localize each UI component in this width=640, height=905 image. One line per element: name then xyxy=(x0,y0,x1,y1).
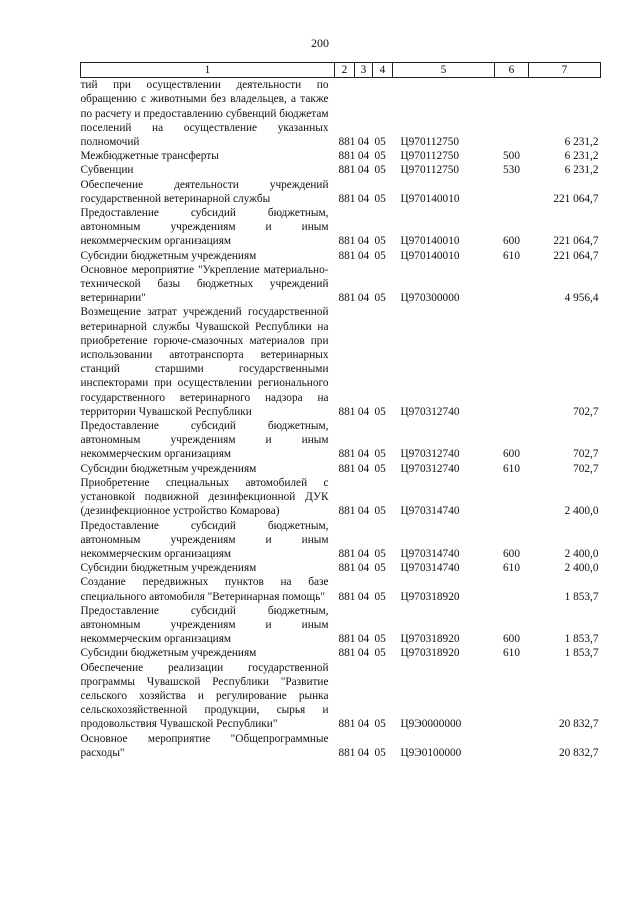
row-section-code: 04 xyxy=(357,590,370,603)
row-expense-type: 530 xyxy=(503,164,520,177)
row-expense-type: 600 xyxy=(503,448,520,461)
row-expense-type: 600 xyxy=(503,235,520,248)
row-target-article: Ц970314740 xyxy=(400,505,460,518)
row-description: Основное мероприятие "Укрепление материально-технической базы бюджетных учреждений ветеринарии" xyxy=(80,263,329,305)
row-target-article: Ц970300000 xyxy=(400,292,460,305)
row-target-article: Ц970140010 xyxy=(400,249,460,262)
row-grbs-code: 881 xyxy=(338,164,356,177)
row-amount: 702,7 xyxy=(573,405,599,418)
row-grbs-code: 881 xyxy=(338,150,356,163)
column-header-6: 6 xyxy=(495,63,529,78)
row-grbs-code: 881 xyxy=(338,292,356,305)
row-description: Основное мероприятие "Общепрограммные расходы" xyxy=(80,732,329,759)
row-description: Субсидии бюджетным учреждениям xyxy=(80,562,257,575)
row-subsection-code: 05 xyxy=(374,718,386,731)
row-description: Приобретение специальных автомобилей с установкой подвижной дезинфекционной ДУК (дезинфекционное устройство Комарова) xyxy=(80,476,329,518)
row-description: Предоставление субсидий бюджетным, автономным учреждениям и иным некоммерческим организациям xyxy=(80,420,329,461)
table-row xyxy=(81,732,601,760)
column-header-3: 3 xyxy=(355,63,373,78)
row-section-code: 04 xyxy=(357,562,370,575)
row-grbs-code: 881 xyxy=(338,633,356,646)
row-expense-type xyxy=(495,476,529,519)
table-row xyxy=(81,78,601,150)
row-amount: 6 231,2 xyxy=(564,150,599,163)
row-subsection-code: 05 xyxy=(374,249,386,262)
row-description: Предоставление субсидий бюджетным, автономным учреждениям и иным некоммерческим организациям xyxy=(80,604,329,646)
row-section-code: 04 xyxy=(357,448,370,461)
row-expense-type xyxy=(495,661,529,732)
column-header-4: 4 xyxy=(373,63,393,78)
row-target-article: Ц970112750 xyxy=(400,164,460,177)
row-expense-type: 610 xyxy=(503,462,520,475)
row-section-code: 04 xyxy=(357,405,370,418)
row-expense-type: 600 xyxy=(503,633,520,646)
row-expense-type: 500 xyxy=(503,150,520,163)
row-subsection-code: 05 xyxy=(374,164,386,177)
row-amount: 2 400,0 xyxy=(564,547,599,560)
row-description: Предоставление субсидий бюджетным, автономным учреждениям и иным некоммерческим организациям xyxy=(80,519,329,560)
row-expense-type: 610 xyxy=(503,249,520,262)
row-grbs-code: 881 xyxy=(338,590,356,603)
row-grbs-code: 881 xyxy=(338,235,356,248)
row-grbs-code: 881 xyxy=(338,547,356,560)
row-grbs-code: 881 xyxy=(338,448,356,461)
table-row xyxy=(81,263,601,306)
row-target-article: Ц970112750 xyxy=(400,136,460,149)
row-target-article: Ц970318920 xyxy=(400,633,460,646)
row-target-article: Ц970318920 xyxy=(400,590,460,603)
row-target-article: Ц9Э0000000 xyxy=(400,718,462,731)
table-row xyxy=(81,476,601,519)
row-amount: 2 400,0 xyxy=(564,505,599,518)
row-amount: 20 832,7 xyxy=(558,746,599,759)
row-section-code: 04 xyxy=(357,633,370,646)
row-section-code: 04 xyxy=(357,150,370,163)
row-section-code: 04 xyxy=(357,718,370,731)
column-header-1: 1 xyxy=(81,63,335,78)
row-subsection-code: 05 xyxy=(374,547,386,560)
table-row xyxy=(81,519,601,562)
row-target-article: Ц970312740 xyxy=(400,448,460,461)
row-subsection-code: 05 xyxy=(374,292,386,305)
row-expense-type xyxy=(495,732,529,760)
row-description: Обеспечение деятельности учреждений государственной ветеринарной службы xyxy=(80,178,329,205)
row-amount: 1 853,7 xyxy=(564,633,599,646)
table-row xyxy=(81,419,601,462)
row-description: тий при осуществлении деятельности по обращению с животными без владельцев, а также по расчету и предоставлению субвенций бюджетам поселений на осуществление указанных полномочий xyxy=(80,79,329,149)
row-target-article: Ц970314740 xyxy=(400,547,460,560)
row-section-code: 04 xyxy=(357,647,370,660)
row-grbs-code: 881 xyxy=(338,746,356,759)
row-section-code: 04 xyxy=(357,547,370,560)
row-subsection-code: 05 xyxy=(374,150,386,163)
table-row xyxy=(81,561,601,575)
table-row xyxy=(81,305,601,419)
row-section-code: 04 xyxy=(357,164,370,177)
row-subsection-code: 05 xyxy=(374,647,386,660)
row-section-code: 04 xyxy=(357,746,370,759)
row-expense-type: 610 xyxy=(503,562,520,575)
row-description: Субсидии бюджетным учреждениям xyxy=(80,647,257,660)
row-subsection-code: 05 xyxy=(374,633,386,646)
row-subsection-code: 05 xyxy=(374,136,386,149)
row-section-code: 04 xyxy=(357,136,370,149)
row-amount: 6 231,2 xyxy=(564,136,599,149)
row-target-article: Ц970312740 xyxy=(400,405,460,418)
table-row xyxy=(81,178,601,206)
row-subsection-code: 05 xyxy=(374,192,386,205)
table-row xyxy=(81,462,601,476)
row-amount: 20 832,7 xyxy=(558,718,599,731)
row-target-article: Ц970314740 xyxy=(400,562,460,575)
row-grbs-code: 881 xyxy=(338,192,356,205)
table-row xyxy=(81,661,601,732)
row-expense-type xyxy=(495,305,529,419)
row-expense-type: 600 xyxy=(503,547,520,560)
row-subsection-code: 05 xyxy=(374,746,386,759)
page-number: 200 xyxy=(311,36,329,50)
row-description: Возмещение затрат учреждений государственной ветеринарной службы Чувашской Республики на приобретение горюче-смазочных материалов при использовании автотранспорта ветеринарных станций старшими государственными инспекторами при осуществлении регионального государственного ветеринарного надзора на территории Чувашской Республики xyxy=(80,306,329,418)
row-grbs-code: 881 xyxy=(338,249,356,262)
row-grbs-code: 881 xyxy=(338,462,356,475)
row-grbs-code: 881 xyxy=(338,505,356,518)
row-amount: 4 956,4 xyxy=(564,292,599,305)
row-description: Субсидии бюджетным учреждениям xyxy=(80,462,257,475)
row-amount: 221 064,7 xyxy=(553,192,599,205)
row-description: Межбюджетные трансферты xyxy=(80,150,219,163)
column-header-2: 2 xyxy=(335,63,355,78)
row-subsection-code: 05 xyxy=(374,590,386,603)
row-amount: 702,7 xyxy=(573,448,599,461)
table-row xyxy=(81,575,601,603)
row-expense-type xyxy=(495,575,529,603)
row-expense-type: 610 xyxy=(503,647,520,660)
row-description: Субвенции xyxy=(80,164,134,177)
row-section-code: 04 xyxy=(357,192,370,205)
column-header-7: 7 xyxy=(529,63,601,78)
row-amount: 221 064,7 xyxy=(553,249,599,262)
table-header xyxy=(81,63,601,78)
row-expense-type xyxy=(495,178,529,206)
table-body xyxy=(81,78,601,760)
row-grbs-code: 881 xyxy=(338,562,356,575)
table-row xyxy=(81,249,601,263)
row-target-article: Ц970140010 xyxy=(400,235,460,248)
budget-table xyxy=(80,62,601,760)
row-description: Субсидии бюджетным учреждениям xyxy=(80,249,257,262)
row-subsection-code: 05 xyxy=(374,448,386,461)
row-subsection-code: 05 xyxy=(374,462,386,475)
row-target-article: Ц970140010 xyxy=(400,192,460,205)
table-row xyxy=(81,206,601,249)
row-target-article: Ц970318920 xyxy=(400,647,460,660)
row-description: Создание передвижных пунктов на базе специального автомобиля "Ветеринарная помощь" xyxy=(80,576,329,603)
table-row xyxy=(81,604,601,647)
row-amount: 702,7 xyxy=(573,462,599,475)
row-expense-type xyxy=(495,263,529,306)
row-section-code: 04 xyxy=(357,235,370,248)
row-amount: 221 064,7 xyxy=(553,235,599,248)
row-target-article: Ц9Э0100000 xyxy=(400,746,462,759)
row-section-code: 04 xyxy=(357,292,370,305)
row-grbs-code: 881 xyxy=(338,405,356,418)
table-row xyxy=(81,646,601,660)
row-amount: 1 853,7 xyxy=(564,590,599,603)
row-grbs-code: 881 xyxy=(338,718,356,731)
row-amount: 6 231,2 xyxy=(564,164,599,177)
row-subsection-code: 05 xyxy=(374,235,386,248)
row-subsection-code: 05 xyxy=(374,562,386,575)
column-header-5: 5 xyxy=(393,63,495,78)
row-amount: 1 853,7 xyxy=(564,647,599,660)
row-target-article: Ц970112750 xyxy=(400,150,460,163)
row-grbs-code: 881 xyxy=(338,136,356,149)
row-section-code: 04 xyxy=(357,462,370,475)
table-row xyxy=(81,149,601,163)
row-section-code: 04 xyxy=(357,249,370,262)
row-subsection-code: 05 xyxy=(374,405,386,418)
table-row xyxy=(81,163,601,177)
row-amount: 2 400,0 xyxy=(564,562,599,575)
row-description: Предоставление субсидий бюджетным, автономным учреждениям и иным некоммерческим организациям xyxy=(80,207,329,248)
row-section-code: 04 xyxy=(357,505,370,518)
row-target-article: Ц970312740 xyxy=(400,462,460,475)
row-expense-type xyxy=(495,78,529,150)
row-subsection-code: 05 xyxy=(374,505,386,518)
row-grbs-code: 881 xyxy=(338,647,356,660)
row-description: Обеспечение реализации государственной программы Чувашской Республики "Развитие сельского хозяйства и регулирование рынка сельскохозяйственной продукции, сырья и продовольствия Чувашской Республики" xyxy=(80,661,329,731)
